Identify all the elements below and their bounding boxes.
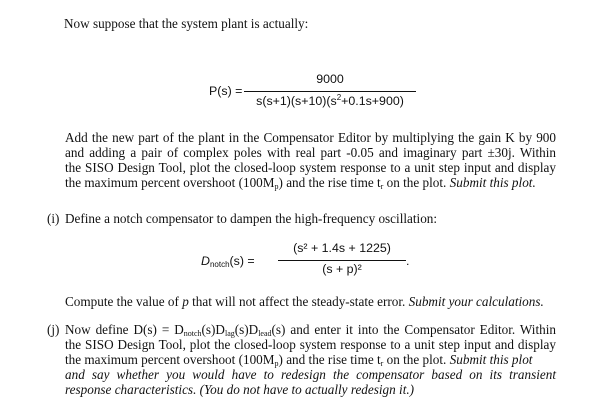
plant-paragraph-line-1: Add the new part of the plant in the Compensator Editor by multiplying the gain K by 900	[65, 130, 556, 145]
plant-paragraph-line-2: and adding a pair of complex poles with real part -0.05 and imaginary part ±30j. Within	[65, 145, 556, 161]
item-j-paragraph	[65, 322, 556, 397]
notch-denominator: (s + p)²	[322, 262, 362, 276]
plant-fraction-bar	[244, 91, 416, 92]
item-j-line-4: and say whether you would have to redesign the compensator based on its transient	[65, 367, 556, 383]
notch-numerator: (s² + 1.4s + 1225)	[293, 241, 391, 255]
item-i-marker: (i)	[47, 211, 60, 226]
intro-text: Now suppose that the system plant is actually:	[64, 16, 309, 31]
plant-paragraph	[65, 130, 556, 190]
item-j-line-3: the maximum percent overshoot $(100M_p)$ and the rise time $t_r$ on the plot. Submit this plot	[65, 352, 533, 369]
plant-denominator: $s(s+1)(s+10)(s^2+0.1s+900)$	[256, 93, 404, 108]
compute-text: Compute the value of p that will not affect the steady-state error. Submit your calculations.	[65, 294, 544, 309]
item-j-line-5: response characteristics. (You do not have to actually redesign it.)	[65, 382, 415, 398]
item-j-line-1: Now define $D(s) = D_{notch}(s)D_{lag}(s)D_{lead}(s)$ and enter it into the Compensator Editor. Within	[65, 322, 556, 338]
plant-lhs: P(s) =	[209, 84, 243, 98]
item-i-text: Define a notch compensator to dampen the high-frequency oscillation:	[65, 211, 438, 226]
notch-lhs: $D_{notch}(s)$ =	[201, 254, 255, 269]
item-j-line-2: the SISO Design Tool, plot the closed-loop system response to a unit step input and display	[65, 337, 556, 353]
plant-paragraph-line-3: the SISO Design Tool, plot the closed-loop system response to a unit step input and display	[65, 160, 556, 176]
notch-fraction-bar	[278, 260, 406, 261]
plant-numerator: 9000	[316, 72, 344, 86]
item-j-marker: (j)	[47, 322, 60, 337]
plant-paragraph-line-4: the maximum percent overshoot $(100M_p)$ and the rise time $t_r$ on the plot. Submit this plot.	[65, 175, 536, 192]
notch-period: .	[406, 254, 410, 268]
